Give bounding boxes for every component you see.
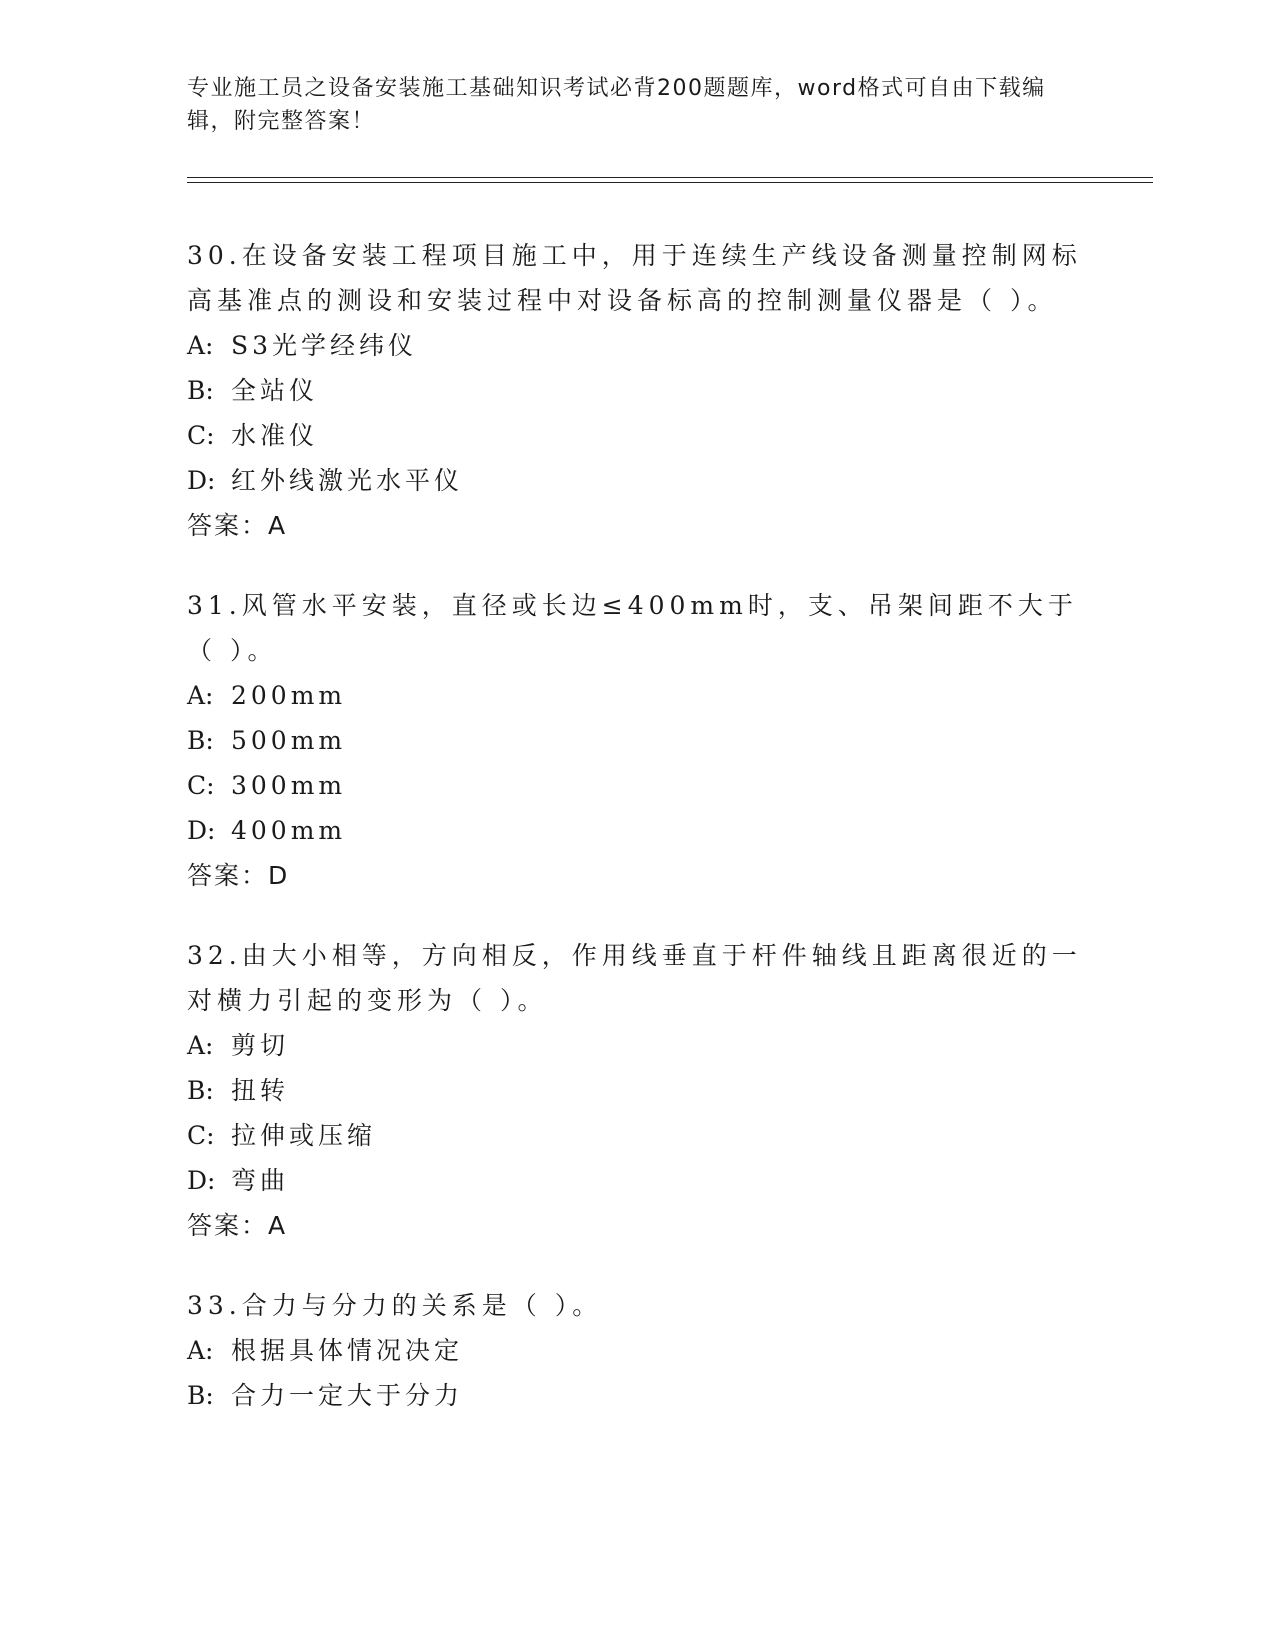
option-d	[187, 458, 1087, 503]
question-31	[187, 583, 1087, 898]
option-a	[187, 1023, 1087, 1068]
option-letter: B:	[187, 1076, 214, 1105]
option-c	[187, 763, 1087, 808]
option-letter: B:	[187, 376, 214, 405]
option-letter: D:	[187, 816, 216, 845]
option-a	[187, 673, 1087, 718]
option-letter: C:	[187, 1121, 215, 1150]
option-d	[187, 808, 1087, 853]
question-30	[187, 233, 1087, 548]
option-b	[187, 1373, 1087, 1418]
question-list	[187, 233, 1087, 1453]
option-letter: D:	[187, 1166, 216, 1195]
question-text: 31.风管水平安装，直径或长边≤400mm时，支、吊架间距不大于（ ）。	[187, 591, 1078, 665]
answer: 答案：A	[187, 1211, 288, 1240]
answer: 答案：D	[187, 861, 290, 890]
option-text: 根据具体情况决定	[231, 1336, 464, 1365]
option-text: 合力一定大于分力	[231, 1381, 464, 1410]
option-letter: C:	[187, 771, 215, 800]
option-letter: A:	[187, 1336, 214, 1365]
option-text: 全站仪	[231, 376, 319, 405]
option-a	[187, 323, 1087, 368]
option-text: 水准仪	[231, 421, 319, 450]
question-text: 33.合力与分力的关系是（ ）。	[187, 1291, 603, 1320]
option-letter: B:	[187, 1381, 214, 1410]
option-text: 弯曲	[231, 1166, 290, 1195]
question-33	[187, 1283, 1087, 1418]
option-c	[187, 1113, 1087, 1158]
option-text: 200mm	[231, 681, 347, 710]
option-d	[187, 1158, 1087, 1203]
option-c	[187, 413, 1087, 458]
option-letter: A:	[187, 1031, 214, 1060]
option-text: 拉伸或压缩	[231, 1121, 377, 1150]
header-rule-top	[187, 177, 1153, 178]
option-letter: D:	[187, 466, 216, 495]
document-header: 专业施工员之设备安装施工基础知识考试必背200题题库，word格式可自由下载编辑，附完整答案！	[187, 76, 1046, 134]
option-text: 红外线激光水平仪	[231, 466, 464, 495]
option-letter: A:	[187, 681, 214, 710]
question-text: 30.在设备安装工程项目施工中，用于连续生产线设备测量控制网标高基准点的测设和安装过程中对设备标高的控制测量仪器是（ ）。	[187, 241, 1082, 315]
option-a	[187, 1328, 1087, 1373]
question-text: 32.由大小相等，方向相反，作用线垂直于杆件轴线且距离很近的一对横力引起的变形为（ ）。	[187, 941, 1082, 1015]
header-rule-bottom	[187, 182, 1153, 183]
option-b	[187, 718, 1087, 763]
option-text: 300mm	[231, 771, 347, 800]
option-letter: C:	[187, 421, 215, 450]
option-letter: B:	[187, 726, 214, 755]
answer: 答案：A	[187, 511, 288, 540]
option-text: 剪切	[231, 1031, 290, 1060]
option-text: 扭转	[231, 1076, 290, 1105]
option-text: 500mm	[231, 726, 347, 755]
option-text: 400mm	[231, 816, 347, 845]
option-b	[187, 1068, 1087, 1113]
option-letter: A:	[187, 331, 214, 360]
option-b	[187, 368, 1087, 413]
question-32	[187, 933, 1087, 1248]
option-text: S3光学经纬仪	[231, 331, 418, 360]
